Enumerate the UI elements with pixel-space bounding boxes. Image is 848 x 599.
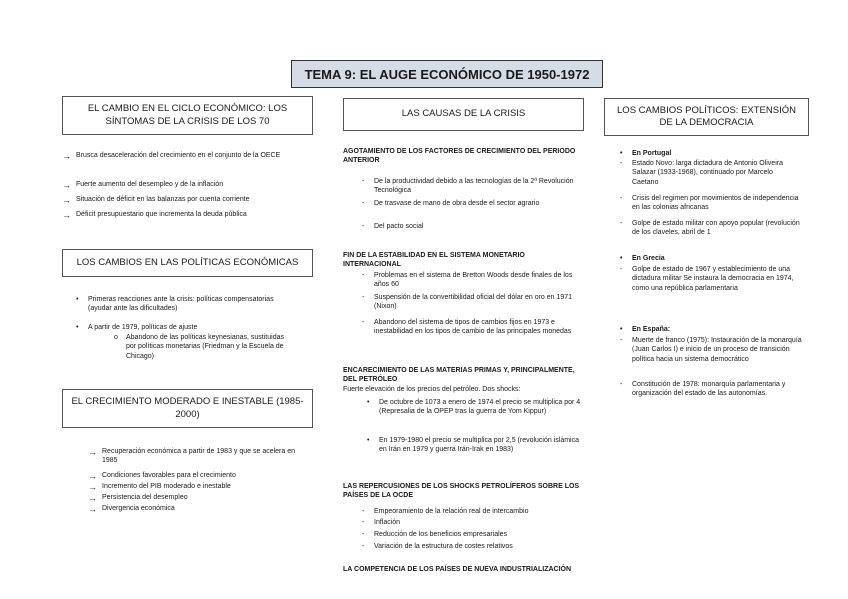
section-title: LAS REPERCUSIONES DE LOS SHOCKS PETROLÍFEROS SOBRE LOS PAÍSES DE LA OCDE	[343, 483, 580, 500]
list-item: • Primeras reacciones ante la crisis: políticas compensatorias (ayudar ante las dificultades)	[76, 296, 274, 313]
list-item: → Persistencia del desempleo	[88, 493, 188, 503]
list-item: - Muerte de franco (1975): Instauración de la monarquía (Juan Carlos I) e inicio de un proceso de transición política hacia un sistema democrático	[620, 337, 802, 363]
bullet-icon: •	[76, 324, 79, 331]
arrow-icon: →	[88, 482, 97, 492]
list-item: o Abandono de las políticas keynesianas, sustituidas por políticas monetarias (Friedman y la Escuela de Chicago)	[114, 334, 284, 360]
arrow-icon: →	[88, 471, 97, 481]
bullet-icon: •	[367, 437, 370, 444]
list-item: → Incremento del PIB moderado e inestable	[88, 482, 231, 492]
list-item: - Crisis del regimen por movimientos de independencia en las colonias africanas	[620, 195, 799, 212]
policy-change-heading: LOS CAMBIOS EN LAS POLÍTICAS ECONÓMICAS	[62, 249, 313, 277]
arrow-icon: →	[88, 447, 97, 457]
section-title: FIN DE LA ESTABILIDAD EN EL SISTEMA MONETARIO INTERNACIONAL	[343, 252, 525, 269]
cycle-change-heading: EL CAMBIO EN EL CICLO ECONÓMICO: LOS SÍNTOMAS DE LA CRISIS DE LOS 70	[62, 96, 313, 135]
bullet-icon: •	[620, 255, 623, 262]
list-item: • De octubre de 1073 a enero de 1974 el precio se multiplica por 4 (Represalia de la OPEP tras la guerra de Yom Kippur)	[367, 399, 581, 416]
list-item: → Déficit presupuestario que incrementa la deuda pública	[62, 210, 247, 220]
list-item: - Empeoramiento de la relación real de intercambio	[362, 508, 529, 515]
moderate-growth-heading: EL CRECIMIENTO MODERADO E INESTABLE (1985-2000)	[62, 389, 313, 428]
list-item: → Condiciones favorables para el crecimiento	[88, 471, 236, 481]
list-item: - Constitución de 1978: monarquía parlamentaria y organización del estado de las autonomías.	[620, 381, 786, 398]
list-item: - Del pacto social	[362, 223, 424, 230]
bullet-icon: •	[367, 399, 370, 406]
list-item: - Variación de la estructura de costes relativos	[362, 543, 513, 550]
list-item: → Divergencia económica	[88, 504, 175, 514]
causes-heading: LAS CAUSAS DE LA CRISIS	[343, 98, 584, 131]
list-item: → Situación de déficit en las balanzas por cuenta corriente	[62, 195, 250, 205]
list-item-heading: • En Portugal	[620, 150, 672, 157]
list-item-heading: • En Grecia	[620, 255, 665, 262]
arrow-icon: →	[62, 195, 71, 205]
list-item-heading: • En España:	[620, 326, 671, 333]
section-intro: Fuerte elevación de los precios del petróleo. Dos shocks:	[343, 386, 521, 393]
circle-bullet-icon: o	[114, 334, 118, 341]
list-item: - De trasvase de mano de obra desde el sector agrario	[362, 200, 540, 207]
section-title: AGOTAMIENTO DE LOS FACTORES DE CRECIMIENTO DEL PERIODO ANTERIOR	[343, 148, 576, 165]
section-title: LA COMPETENCIA DE LOS PAÍSES DE NUEVA INDUSTRIALIZACIÓN	[343, 566, 572, 573]
list-item: - Golpe de estado de 1967 y establecimiento de una dictadura militar Se instaura la democracia en 1974, como una república parlamentaria	[620, 266, 794, 292]
list-item: - De la productividad debido a las tecnologías de la 2ª Revolución Tecnológica	[362, 178, 574, 195]
political-changes-heading: LOS CAMBIOS POLÍTICOS: EXTENSIÓN DE LA DEMOCRACIA	[604, 98, 809, 136]
list-item: - Reducción de los beneficios empresariales	[362, 531, 508, 538]
arrow-icon: →	[88, 504, 97, 514]
bullet-icon: •	[620, 326, 623, 333]
page-title: TEMA 9: EL AUGE ECONÓMICO DE 1950-1972	[291, 60, 603, 88]
list-item: - Inflación	[362, 519, 401, 526]
list-item: → Fuerte aumento del desempleo y de la inflación	[62, 180, 224, 190]
list-item: - Golpe de estado militar con apoyo popular (revolución de los claveles, abril de 1	[620, 220, 800, 237]
list-item: → Brusca desaceleración del crecimiento en el conjunto de la OECE	[62, 151, 281, 161]
list-item: • A partir de 1979, políticas de ajuste	[76, 324, 198, 331]
bullet-icon: •	[620, 150, 623, 157]
arrow-icon: →	[62, 151, 71, 161]
list-item: - Abandono del sistema de tipos de cambios fijos en 1973 e inestabilidad en los tipos de cambio de las principales monedas	[362, 319, 572, 336]
list-item: - Suspensión de la convertibilidad oficial del dólar en oro en 1971 (Nixon)	[362, 294, 573, 311]
list-item: - Estado Novo: larga dictadura de Antonio Oliveira Salazar (1933-1968), continuado por Marcelo Caetano	[620, 160, 783, 186]
arrow-icon: →	[62, 210, 71, 220]
arrow-icon: →	[62, 180, 71, 190]
arrow-icon: →	[88, 493, 97, 503]
bullet-icon: •	[76, 296, 79, 303]
section-title: ENCARECIMIENTO DE LAS MATERIAS PRIMAS Y, PRINCIPALMENTE, DEL PETRÓLEO	[343, 367, 575, 384]
list-item: • En 1979-1980 el precio se multiplica por 2,5 (revolución islámica en Irán en 1979 y guerra Irán-Irak en 1983)	[367, 437, 579, 454]
list-item: → Recuperación económica a partir de 1983 y que se acelera en 1985	[88, 447, 296, 465]
list-item: - Problemas en el sistema de Bretton Woods desde finales de los años 60	[362, 272, 573, 289]
